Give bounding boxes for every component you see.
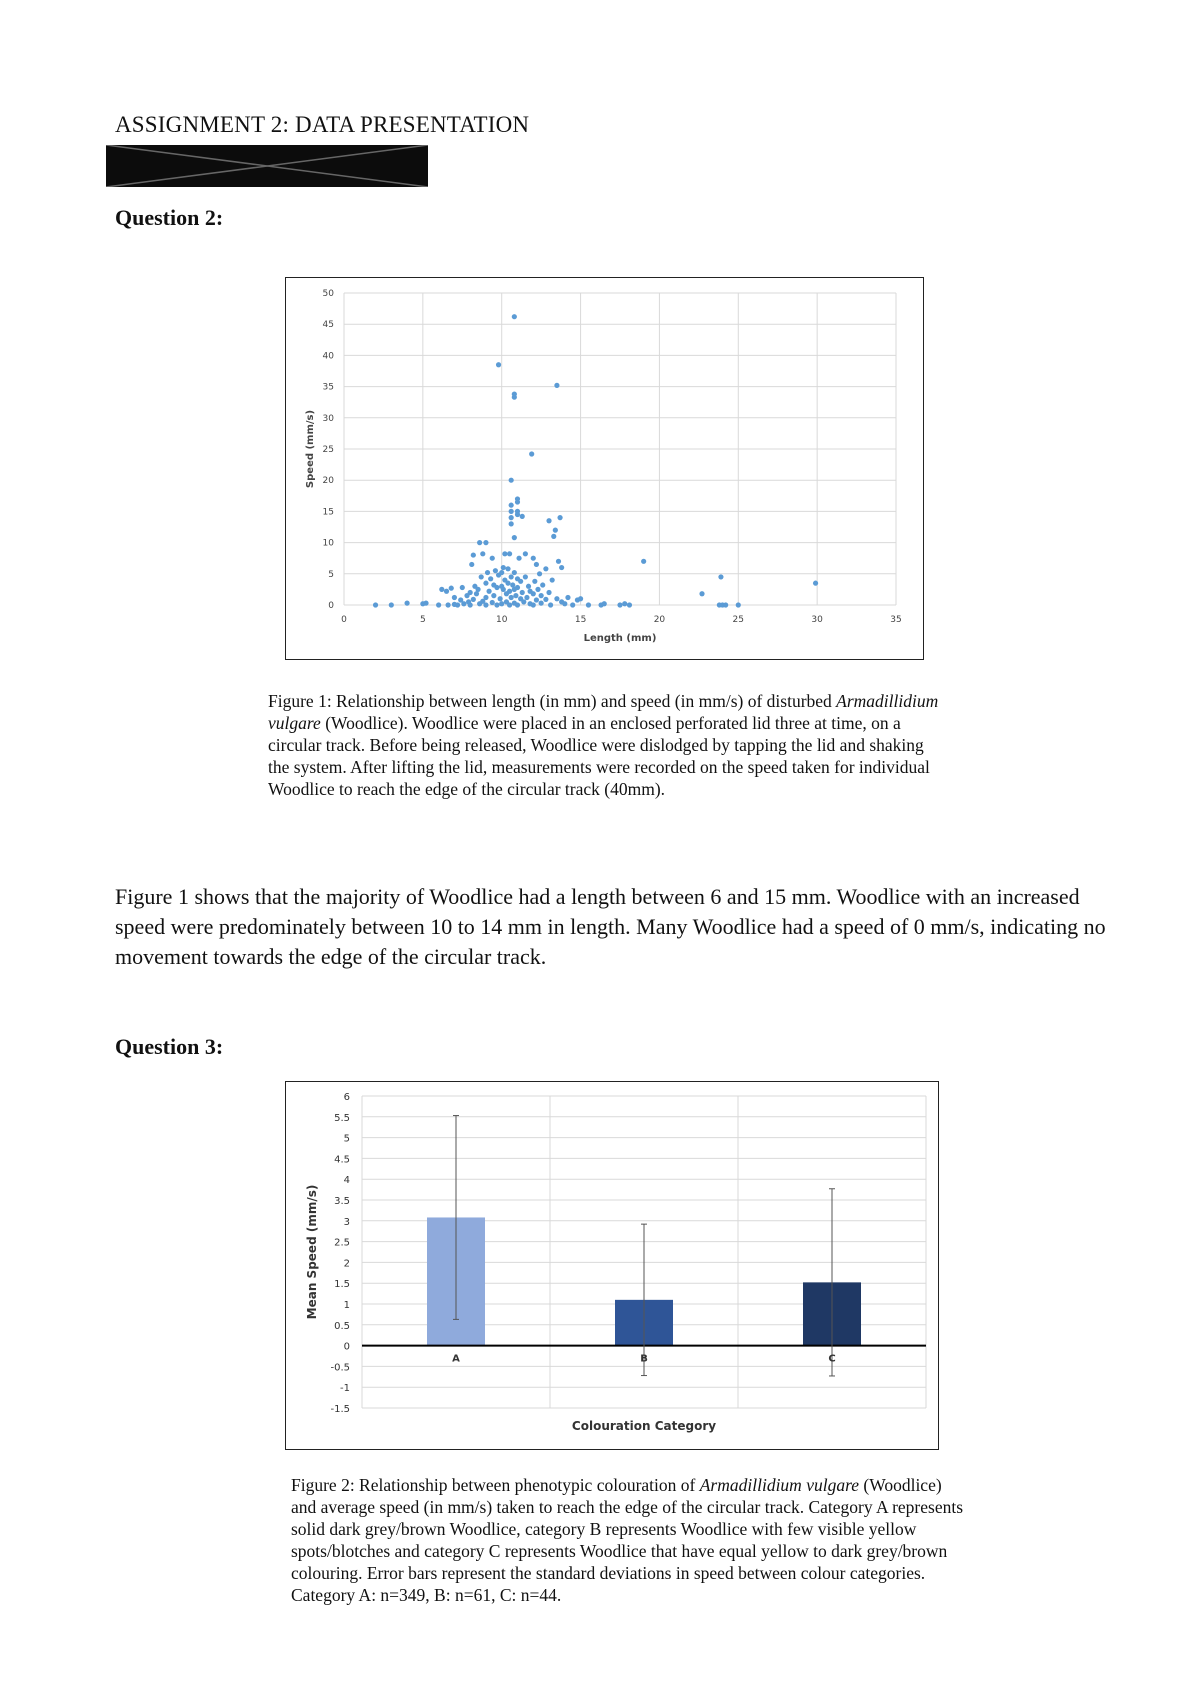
y-axis-title: Speed (mm/s) [305, 409, 316, 489]
scatter-point [423, 601, 428, 606]
scatter-point [449, 586, 454, 591]
scatter-point [622, 601, 627, 606]
scatter-point [570, 602, 575, 607]
scatter-point [452, 595, 457, 600]
scatter-point [723, 602, 728, 607]
y-tick-label: 40 [322, 351, 334, 362]
scatter-point [531, 591, 536, 596]
scatter-point [494, 585, 499, 590]
scatter-point [509, 478, 514, 483]
scatter-point [529, 451, 534, 456]
scatter-point [617, 602, 622, 607]
figure-1-caption [268, 690, 948, 800]
figure-2-bar-chart [285, 1081, 939, 1450]
scatter-point [468, 590, 473, 595]
scatter-point [559, 565, 564, 570]
scatter-point [483, 581, 488, 586]
y-tick-label: 45 [322, 320, 334, 331]
scatter-point [445, 602, 450, 607]
scatter-point [553, 528, 558, 533]
x-axis-title: Colouration Category [571, 1419, 717, 1433]
scatter-point [520, 590, 525, 595]
question-2-heading: Question 2: [115, 205, 224, 230]
scatter-point [512, 314, 517, 319]
scatter-point [516, 556, 521, 561]
scatter-point [502, 551, 507, 556]
scatter-point [531, 602, 536, 607]
scatter-point [477, 540, 482, 545]
scatter-point [554, 596, 559, 601]
scatter-point [543, 566, 548, 571]
scatter-point [507, 589, 512, 594]
y-tick-label: 3 [343, 1216, 350, 1228]
scatter-point [550, 577, 555, 582]
document-title: ASSIGNMENT 2: DATA PRESENTATION [115, 112, 530, 137]
scatter-point [539, 593, 544, 598]
scatter-point [480, 551, 485, 556]
scatter-point [512, 395, 517, 400]
y-tick-label: 0 [328, 601, 334, 611]
scatter-point [509, 595, 514, 600]
scatter-point [546, 590, 551, 595]
y-axis-title: Mean Speed (mm/s) [305, 1184, 319, 1320]
scatter-point [490, 600, 495, 605]
scatter-point [548, 602, 553, 607]
y-tick-label: 3.5 [334, 1196, 350, 1207]
scatter-point [551, 534, 556, 539]
figure-2-caption [291, 1474, 971, 1606]
scatter-point [499, 570, 504, 575]
scatter-point [483, 540, 488, 545]
scatter-point [505, 581, 510, 586]
scatter-point [515, 585, 520, 590]
category-label: C [828, 1353, 836, 1365]
figure-2-caption-text: (Woodlice) and average speed (in mm/s) taken to reach the edge of the circular track. Category A represents solid dark grey/brown Woodlice, category B represents Woodlice with few visible yellow spots/blotches and category C represents Woodlice that have equal yellow to dark grey/brown colouring. Error bars represent the standard deviations in speed between colour categories. Category A: n=349, B: n=61, C: n=44. [291, 1475, 964, 1605]
scatter-point [469, 562, 474, 567]
scatter-point [509, 521, 514, 526]
scatter-point [389, 602, 394, 607]
scatter-point [523, 551, 528, 556]
y-tick-label: 1 [343, 1300, 350, 1311]
y-tick-label: 20 [322, 476, 334, 487]
category-label: B [640, 1353, 648, 1365]
x-tick-label: 5 [419, 615, 426, 625]
y-tick-label: 4.5 [334, 1154, 350, 1166]
x-tick-label: 25 [732, 615, 745, 625]
y-tick-label: 6 [343, 1092, 350, 1103]
scatter-point [491, 593, 496, 598]
scatter-point [562, 601, 567, 606]
scatter-point [505, 566, 510, 571]
scatter-point [537, 571, 542, 576]
y-tick-label: 0 [343, 1341, 350, 1353]
scatter-point [404, 601, 409, 606]
scatter-point [490, 556, 495, 561]
scatter-point [520, 514, 525, 519]
y-tick-label: 50 [322, 289, 334, 299]
scatter-point [460, 585, 465, 590]
scatter-point [578, 596, 583, 601]
scatter-point [699, 591, 704, 596]
x-tick-label: 20 [653, 615, 666, 625]
y-tick-label: 5 [328, 569, 334, 580]
y-tick-label: 2.5 [334, 1237, 350, 1249]
scatter-point [509, 509, 514, 514]
figure-1-caption-label: Figure 1: Relationship between length (in mm) and speed (in mm/s) of disturbed [268, 691, 837, 711]
scatter-point [471, 597, 476, 602]
scatter-point [509, 515, 514, 520]
scatter-point [512, 570, 517, 575]
x-tick-label: 15 [574, 615, 587, 625]
x-tick-label: 0 [341, 615, 347, 625]
scatter-point [535, 587, 540, 592]
scatter-point [813, 581, 818, 586]
scatter-point [501, 565, 506, 570]
scatter-point [479, 574, 484, 579]
y-tick-label: 0.5 [334, 1320, 350, 1332]
y-tick-label: 5 [343, 1133, 350, 1145]
scatter-point [483, 595, 488, 600]
scatter-point [436, 602, 441, 607]
x-tick-label: 35 [890, 615, 902, 625]
scatter-point [557, 515, 562, 520]
scatter-point [718, 574, 723, 579]
figure-2-caption-species: Armadillidium vulgare [699, 1475, 860, 1495]
scatter-point [546, 518, 551, 523]
y-tick-label: 10 [322, 538, 334, 549]
scatter-point [475, 587, 480, 592]
figure-2-caption-label: Figure 2: Relationship between phenotypic colouration of [291, 1475, 700, 1495]
scatter-point [641, 559, 646, 564]
bar-chart-svg [286, 1082, 938, 1449]
scatter-point [523, 574, 528, 579]
scatter-point [518, 579, 523, 584]
scatter-point [444, 589, 449, 594]
scatter-point [486, 589, 491, 594]
y-tick-label: -1.5 [330, 1404, 350, 1415]
scatter-point [513, 593, 518, 598]
y-tick-label: 5.5 [334, 1112, 350, 1124]
y-tick-label: 4 [343, 1175, 350, 1187]
figure-1-caption-species: Armadillidium vulgare [268, 691, 939, 733]
scatter-point [483, 602, 488, 607]
scatter-point [373, 602, 378, 607]
figure-1-caption-text: (Woodlice). Woodlice were placed in an enclosed perforated lid three at time, on a circular track. Before being released, Woodlice were dislodged by tapping the lid and shaking the system. After lifting the lid, measurements were recorded on the speed taken for individual Woodlice to reach the edge of the circular track (40mm). [268, 713, 930, 799]
category-label: A [452, 1353, 460, 1365]
x-axis-title: Length (mm) [583, 633, 657, 644]
scatter-point [507, 551, 512, 556]
scatter-point [534, 562, 539, 567]
scatter-point [493, 568, 498, 573]
scatter-point [507, 602, 512, 607]
scatter-point [439, 587, 444, 592]
scatter-point [543, 597, 548, 602]
y-tick-label: 25 [322, 445, 334, 455]
scatter-point [468, 602, 473, 607]
scatter-point [509, 503, 514, 508]
scatter-point [461, 601, 466, 606]
scatter-point [602, 601, 607, 606]
scatter-point [512, 535, 517, 540]
scatter-point [556, 559, 561, 564]
scatter-point [521, 599, 526, 604]
figure-1-discussion-paragraph: Figure 1 shows that the majority of Woodlice had a length between 6 and 15 mm. Woodlice with an increased speed were predominately between 10 to 14 mm in length. Many Woodlice had a speed of 0 mm/s, indicating no movement towards the edge of the circular track. [115, 884, 1106, 969]
scatter-point [494, 602, 499, 607]
redaction-cross [106, 145, 428, 187]
x-tick-label: 10 [495, 615, 508, 625]
scatter-point [531, 556, 536, 561]
scatter-point [498, 596, 503, 601]
scatter-plot-svg [286, 278, 923, 659]
x-tick-label: 30 [811, 615, 823, 625]
scatter-point [499, 601, 504, 606]
y-tick-label: 1.5 [334, 1279, 350, 1291]
scatter-point [509, 574, 514, 579]
y-tick-label: 15 [322, 507, 334, 518]
scatter-point [515, 512, 520, 517]
scatter-point [565, 595, 570, 600]
y-tick-label: 2 [343, 1258, 350, 1270]
figure-1-scatter-chart [285, 277, 924, 660]
y-tick-label: 30 [322, 413, 334, 424]
scatter-point [540, 582, 545, 587]
scatter-point [515, 602, 520, 607]
y-tick-label: 35 [322, 382, 334, 393]
scatter-point [526, 584, 531, 589]
scatter-point [554, 383, 559, 388]
scatter-point [501, 587, 506, 592]
scatter-point [534, 597, 539, 602]
scatter-point [532, 579, 537, 584]
redacted-name-block [106, 145, 428, 187]
scatter-point [586, 602, 591, 607]
question-3-heading: Question 3: [115, 1034, 224, 1059]
scatter-point [539, 601, 544, 606]
scatter-point [455, 602, 460, 607]
scatter-point [496, 362, 501, 367]
y-tick-label: -1 [340, 1383, 350, 1395]
scatter-point [524, 595, 529, 600]
scatter-point [627, 602, 632, 607]
scatter-point [515, 499, 520, 504]
scatter-point [471, 552, 476, 557]
scatter-point [485, 570, 490, 575]
scatter-point [488, 576, 493, 581]
y-tick-label: -0.5 [330, 1362, 350, 1374]
scatter-point [736, 602, 741, 607]
